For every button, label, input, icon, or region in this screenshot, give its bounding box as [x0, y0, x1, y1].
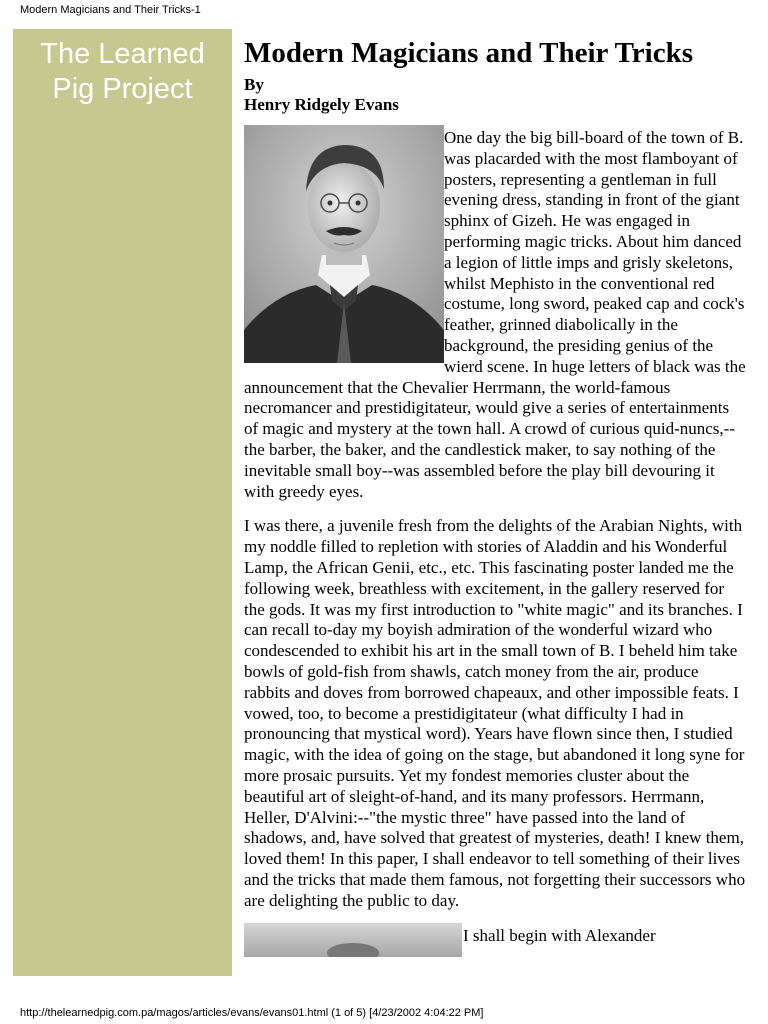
byline-by: By: [244, 75, 264, 94]
article: [244, 35, 746, 957]
brand-line-2: Pig Project: [52, 73, 193, 105]
brand-line-1: The Learned: [40, 38, 205, 70]
paragraph-1: One day the big bill-board of the town of B. was placarded with the most flamboyant of posters, representing a gentleman in full evening dress, standing in front of the giant sphinx of Gizeh. He was engaged in performing magic tricks. About him danced a legion of little imps and grisly skeletons, whilst Mephisto in the conventional red costume, long sword, peaked cap and cock's feather, grinned diabolically in the background, the presiding genius of the wierd scene. In huge letters of black was the announcement that the Chevalier Herrmann, the world-famous necromancer and prestidigitateur, would give a series of entertainments of magic and mystery at the town hall. A crowd of curious quid-nuncs,--the barber, the baker, and the candlestick maker, to say nothing of the inevitable small boy--was assembled before the play bill devouring it with greedy eyes.: [244, 128, 746, 501]
print-footer: http://thelearnedpig.com.pa/magos/articles/evans/evans01.html (1 of 5) [4/23/2002 4:04:22 PM]: [20, 1007, 484, 1019]
print-header: Modern Magicians and Their Tricks-1: [20, 4, 201, 16]
author-portrait-photo: [244, 125, 444, 363]
alexander-photo: [244, 923, 462, 957]
site-brand[interactable]: [13, 37, 232, 107]
byline-author: Henry Ridgely Evans: [244, 95, 399, 114]
paragraph-3: I shall begin with Alexander: [463, 926, 656, 946]
article-title: Modern Magicians and Their Tricks: [244, 37, 694, 69]
sidebar: [13, 29, 232, 976]
paragraph-2: I was there, a juvenile fresh from the delights of the Arabian Nights, with my noddle filled to repletion with stories of Aladdin and his Wonderful Lamp, the African Genii, etc., etc. This fascinating poster landed me the following week, breathless with excitement, in the gallery reserved for the gods. It was my first introduction to "white magic" and its branches. I can recall to-day my boyish admiration of the wonderful wizard who condescended to exhibit his art in the small town of B. I beheld him take bowls of gold-fish from shawls, catch money from the air, produce rabbits and doves from borrowed chapeaux, and other impossible feats. I vowed, too, to become a prestidigitateur (what difficulty I had in pronouncing that mystical word). Years have flown since then, I studied magic, with the idea of going on the stage, but abandoned it long syne for more prosaic pursuits. Yet my fondest memories cluster about the beautiful art of sleight-of-hand, and its many professors. Herrmann, Heller, D'Alvini:--"the mystic three" have passed into the land of shadows, and, have solved that greatest of mysteries, death! I knew them, loved them! In this paper, I shall endeavor to tell something of their lives and the tricks that made them famous, not forgetting their successors who are delighting the public to day.: [244, 516, 746, 910]
